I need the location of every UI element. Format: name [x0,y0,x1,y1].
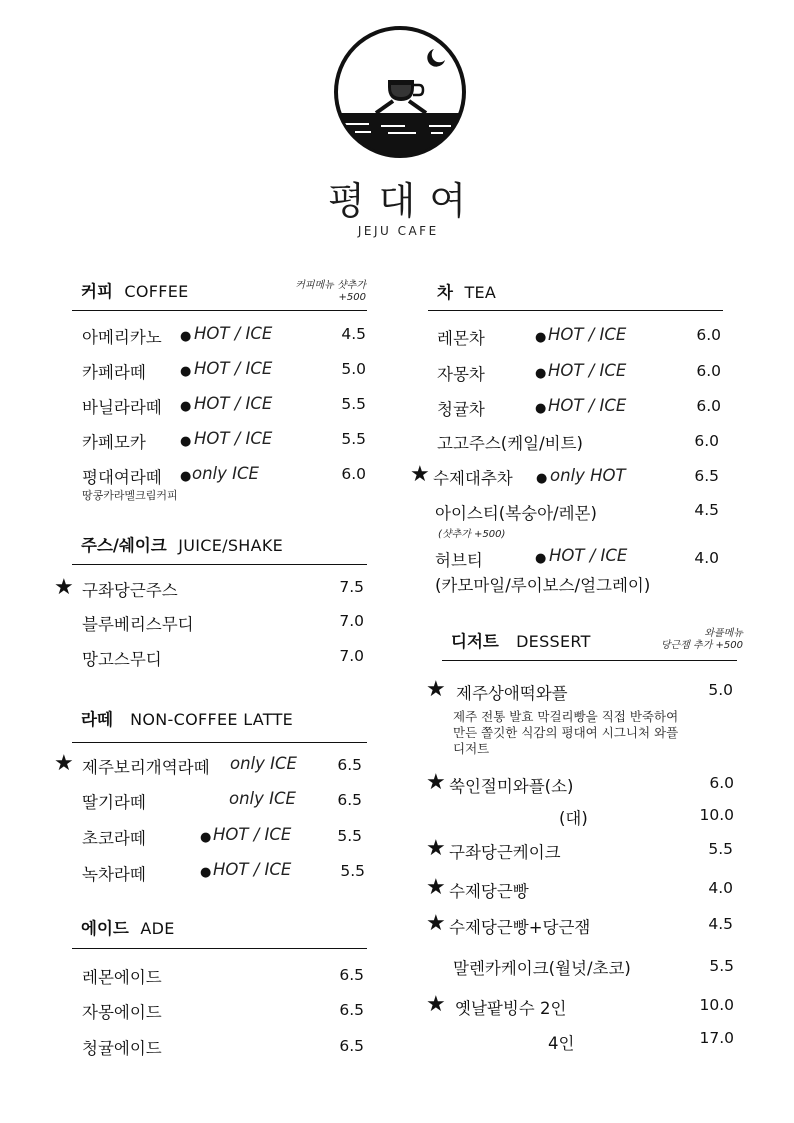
item-price: 6.5 [694,467,719,485]
latte-divider [72,742,367,743]
item-price: 6.5 [339,1001,364,1019]
item-name: 쑥인절미와플(소) [449,777,574,796]
star-icon: ★ [426,836,446,861]
item-name: 말렌카케이크(월넛/초코) [453,959,631,978]
coffee-title-en: COFFEE [124,282,189,301]
item-price: 5.5 [709,957,734,975]
item-name: 레몬차 [437,329,485,348]
dessert-note-line2: 당근잼 추가 +500 [660,640,743,651]
item-price: 6.5 [339,966,364,984]
item-name: 망고스무디 [82,650,162,669]
item-name: 고고주스(케일/비트) [437,434,583,453]
item-name-detail: (카모마일/루이보스/얼그레이) [435,576,651,595]
item-price: 5.5 [337,827,362,845]
item-name: 허브티 [435,551,483,570]
star-icon: ★ [426,911,446,936]
coffee-note-line1: 커피메뉴 샷추가 [295,280,366,291]
item-name: 바닐라라떼 [82,398,162,417]
item-name: 카페라떼 [82,363,146,382]
item-price: 7.0 [339,647,364,665]
item-price: 6.5 [337,756,362,774]
bullet-icon: ● [180,469,192,484]
tea-divider [428,310,723,311]
item-price: 6.0 [709,774,734,792]
item-option: HOT / ICE [213,860,292,879]
star-icon: ★ [410,462,430,487]
item-option: HOT / ICE [549,546,628,565]
item-price: 6.0 [694,432,719,450]
dessert-note-line1: 와플메뉴 [704,628,743,639]
item-price: 4.5 [708,915,733,933]
item-name: 레몬에이드 [82,968,162,987]
item-option: HOT / ICE [194,394,273,413]
item-price: 5.5 [708,840,733,858]
item-name: 제주보리개역라떼 [82,758,210,777]
brand-subtitle: JEJU CAFE [357,224,439,238]
tea-title-ko: 차 [437,283,453,302]
item-price: 6.5 [337,791,362,809]
item-option: HOT / ICE [194,359,273,378]
item-price: 7.0 [339,612,364,630]
dessert-title-en: DESSERT [516,632,591,651]
item-price: 4.5 [341,325,366,343]
item-option: HOT / ICE [548,361,627,380]
item-name: 평대여라떼 [82,468,162,487]
item-option: only ICE [192,464,259,483]
item-price: 4.0 [694,549,719,567]
coffee-note [250,280,366,304]
star-icon: ★ [54,575,74,600]
item-name: 수제대추차 [433,469,513,488]
item-option: HOT / ICE [548,325,627,344]
dessert-divider [442,660,737,661]
item-name: 카페모카 [82,433,146,452]
item-name: 자몽에이드 [82,1003,162,1022]
item-name: 자몽차 [437,365,485,384]
juice-section-title [81,532,283,556]
dessert-title-ko: 디저트 [451,632,499,651]
coffee-title-ko: 커피 [81,282,113,301]
item-subtitle: (샷추가 +500) [438,529,506,540]
juice-title-en: JUICE/SHAKE [178,536,284,555]
item-price: 6.0 [341,465,366,483]
bullet-icon: ● [200,865,212,880]
item-price: 6.0 [696,397,721,415]
item-name: 수제당근빵 [449,882,529,901]
bullet-icon: ● [535,401,547,416]
item-name: 옛날팥빙수 2인 [455,999,567,1018]
latte-section-title [81,706,293,730]
item-name: 아이스티(복숭아/레몬) [435,504,597,523]
bullet-icon: ● [200,830,212,845]
item-price: 6.5 [339,1037,364,1055]
cafe-logo [333,25,467,159]
item-name: 아메리카노 [82,328,162,347]
star-icon: ★ [426,992,446,1017]
item-option: HOT / ICE [548,396,627,415]
tea-section-title [437,279,496,303]
bullet-icon: ● [535,551,547,566]
latte-title-en: NON-COFFEE LATTE [130,710,294,729]
juice-divider [72,564,367,565]
star-icon: ★ [426,875,446,900]
item-name: 초코라떼 [82,829,146,848]
dessert-section-title [451,628,591,652]
item-description: 제주 전통 발효 막걸리빵을 직접 반죽하여 만든 쫄깃한 식감의 평대여 시그니처 와플 디저트 [453,709,679,756]
star-icon: ★ [426,770,446,795]
item-name: 청귤차 [437,400,485,419]
latte-title-ko: 라떼 [81,710,113,729]
item-name: 녹차라떼 [82,865,146,884]
bullet-icon: ● [535,366,547,381]
coffee-section-title [81,278,189,302]
bullet-icon: ● [180,434,192,449]
item-name: (대) [559,809,588,828]
item-option: HOT / ICE [194,429,273,448]
item-price: 4.5 [694,501,719,519]
star-icon: ★ [426,677,446,702]
item-price: 17.0 [699,1029,734,1047]
coffee-note-line2: +500 [338,292,366,303]
bullet-icon: ● [536,471,548,486]
item-price: 10.0 [699,806,734,824]
ade-title-en: ADE [140,919,175,938]
item-price: 6.0 [696,326,721,344]
item-price: 5.5 [341,395,366,413]
bullet-icon: ● [535,330,547,345]
item-name: 4인 [548,1034,575,1053]
coffee-divider [72,310,367,311]
item-name: 구좌당근케이크 [449,843,561,862]
item-price: 5.0 [708,681,733,699]
bullet-icon: ● [180,329,192,344]
item-option: only ICE [229,789,296,808]
ade-section-title [81,915,175,939]
item-name: 제주상애떡와플 [456,684,568,703]
item-name: 청귤에이드 [82,1039,162,1058]
item-option: only ICE [230,754,297,773]
bullet-icon: ● [180,364,192,379]
dessert-note [630,628,743,652]
bullet-icon: ● [180,399,192,414]
item-price: 5.5 [340,862,365,880]
item-name: 딸기라떼 [82,793,146,812]
star-icon: ★ [54,751,74,776]
item-price: 7.5 [339,578,364,596]
item-price: 5.5 [341,430,366,448]
juice-title-ko: 주스/쉐이크 [81,536,167,555]
tea-title-en: TEA [464,283,497,302]
item-price: 4.0 [708,879,733,897]
item-subtitle: 땅콩카라멜크림커피 [82,489,178,502]
item-price: 6.0 [696,362,721,380]
item-option: only HOT [550,466,626,485]
item-name: 구좌당근주스 [82,581,178,600]
item-name: 블루베리스무디 [82,615,194,634]
item-name: 수제당근빵+당근잼 [449,918,591,937]
item-option: HOT / ICE [213,825,292,844]
item-price: 10.0 [699,996,734,1014]
ade-title-ko: 에이드 [81,919,129,938]
item-price: 5.0 [341,360,366,378]
ade-divider [72,948,367,949]
item-option: HOT / ICE [194,324,273,343]
brand-name: 평대여 [327,179,481,223]
